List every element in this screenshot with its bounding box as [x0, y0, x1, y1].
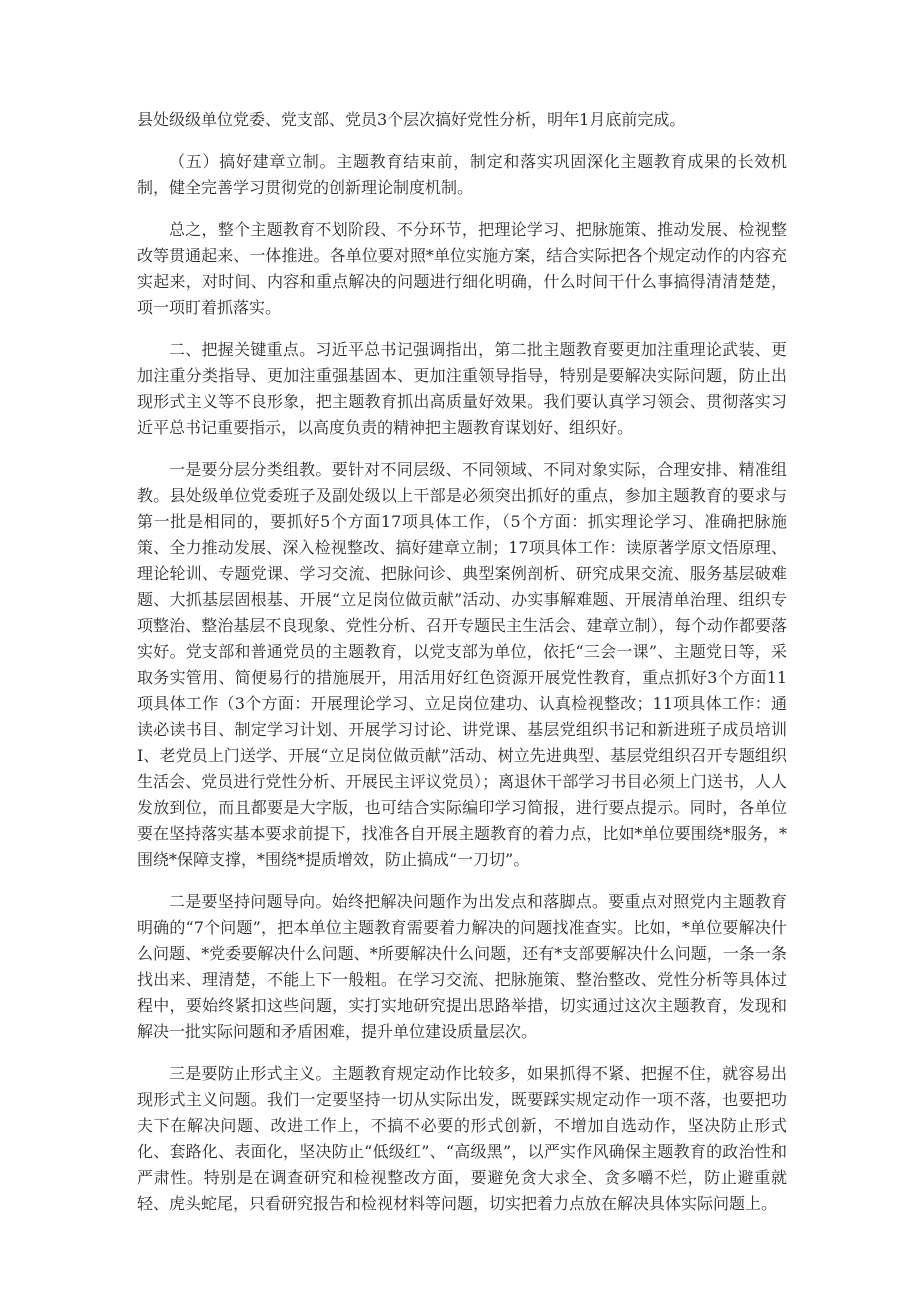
paragraph-formalism: 三是要防止形式主义。主题教育规定动作比较多，如果抓得不紧、把握不住，就容易出现形式主义问题。我们一定要坚持一切从实际出发，既要踩实规定动作一项不落，也要把功夫下在解决问题、改进工作上，不搞不必要的形式创新，不增加自选动作，坚决防止形式化、套路化、表面化，坚决防止“低级红”、“高级黑”，以严实作风确保主题教育的政治性和严肃性。特别是在调查研究和检视整改方面，要避免贪大求全、贪多嚼不烂，防止避重就轻、虎头蛇尾，只看研究报告和检视材料等问题，切实把着力点放在解决具体实际问题上。: [137, 1064, 787, 1213]
paragraph-problem-orientation: 二是要坚持问题导向。始终把解决问题作为出发点和落脚点。要重点对照党内主题教育明确的“7个问题”，把本单位主题教育需要着力解决的问题找准查实。比如，*单位要解决什么问题、*党委要解决什么问题、*所要解决什么问题，还有*支部要解决什么问题，一条一条找出来、理清楚，不能上下一般粗。在学习交流、把脉施策、整治整改、党性分析等具体过程中，要始终紧扣这些问题，实打实地研究提出思路举措，切实通过这次主题教育，发现和解决一批实际问题和矛盾困难，提升单位建设质量层次。: [137, 892, 787, 1041]
paragraph-layered-education: 一是要分层分类组教。要针对不同层级、不同领域、不同对象实际，合理安排、精准组教。县处级单位党委班子及副处级以上干部是必须突出抓好的重点，参加主题教育的要求与第一批是相同的，要抓好5个方面17项具体工作，（5个方面：抓实理论学习、准确把脉施策、全力推动发展、深入检视整改、搞好建章立制；17项具体工作：读原著学原文悟原理、理论轮训、专题党课、学习交流、把脉问诊、典型案例剖析、研究成果交流、服务基层破难题、大抓基层固根基、开展“立足岗位做贡献”活动、办实事解难题、开展清单治理、组织专项整治、整治基层不良现象、党性分析、召开专题民主生活会、建章立制），每个动作都要落实好。党支部和普通党员的主题教育，以党支部为单位，依托“三会一课”、主题党日等，采取务实管用、简便易行的措施展开，用活用好红色资源开展党性教育，重点抓好3个方面11项具体工作（3个方面：开展理论学习、立足岗位建功、认真检视整改；11项具体工作：通读必读书目、制定学习计划、开展学习讨论、讲党课、基层党组织书记和新进班子成员培训Ⅰ、老党员上门送学、开展“立足岗位做贡献”活动、树立先进典型、基层党组织召开专题组织生活会、党员进行党性分析、开展民主评议党员）；离退休干部学习书目必须上门送书，人人发放到位，而且都要是大字版，也可结合实际编印学习简报，进行要点提示。同时，各单位要在坚持落实基本要求前提下，找准各自开展主题教育的着力点，比如*单位要围绕*服务，*围绕*保障支撑，*围绕*提质增效，防止搞成“一刀切”。: [137, 460, 787, 869]
document-body: [137, 107, 787, 1233]
paragraph-section-5: （五）搞好建章立制。主题教育结束前，制定和落实巩固深化主题教育成果的长效机制，健全完善学习贯彻党的创新理论制度机制。: [137, 152, 787, 197]
paragraph-summary: 总之，整个主题教育不划阶段、不分环节，把理论学习、把脉施策、推动发展、检视整改等贯通起来、一体推进。各单位要对照*单位实施方案，结合实际把各个规定动作的内容充实起来，对时间、内容和重点解决的问题进行细化明确，什么时间干什么事搞得清清楚楚，项一项盯着抓落实。: [137, 220, 787, 317]
paragraph-continuation: 县处级级单位党委、党支部、党员3个层次搞好党性分析，明年1月底前完成。: [137, 110, 686, 129]
paragraph-key-points: 二、把握关键重点。习近平总书记强调指出，第二批主题教育要更加注重理论武装、更加注重分类指导、更加注重强基固本、更加注重领导指导，特别是要解决实际问题，防止出现形式主义等不良形象，把主题教育抓出高质量好效果。我们要认真学习领会、贯彻落实习近平总书记重要指示，以高度负责的精神把主题教育谋划好、组织好。: [137, 340, 787, 437]
